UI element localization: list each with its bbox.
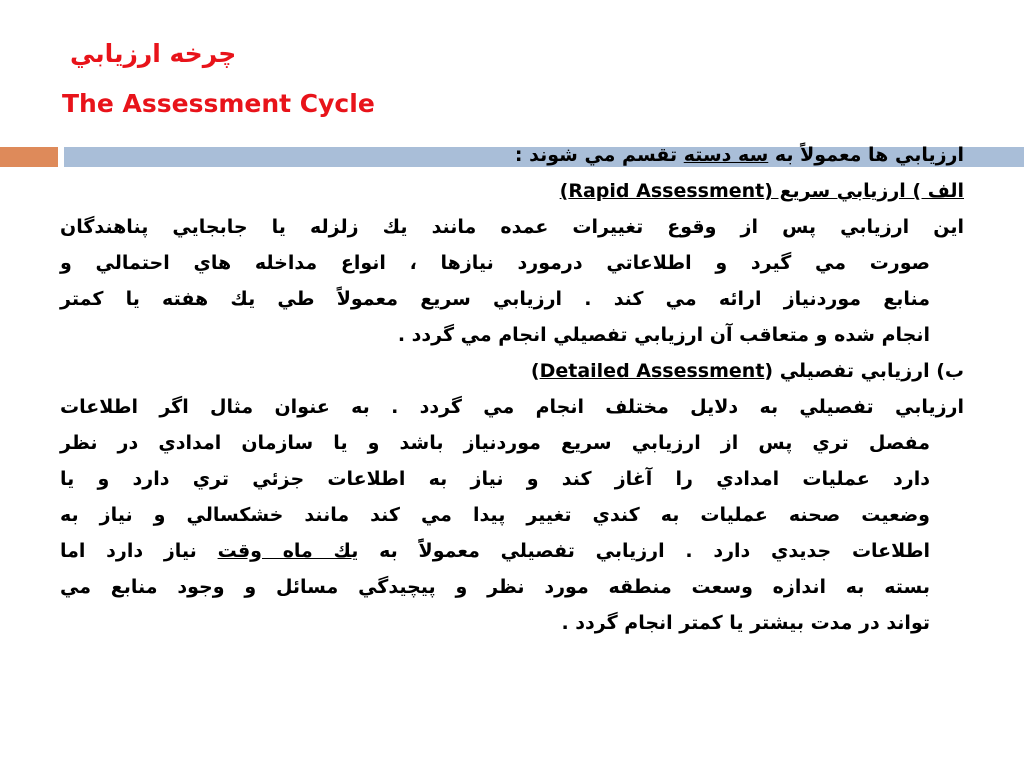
section-b-line-5-a: اطلاعات جديدي دارد . ارزيابي تفصيلي معمولاًً به — [358, 540, 930, 562]
section-b-line-5-b: نياز دارد اما — [60, 540, 218, 562]
section-b-line-4: وضعيت صحنه عمليات به كندي تغيير پيدا مي كند مانند خشكسالي و نياز به — [60, 504, 930, 526]
intro-line — [60, 137, 964, 173]
section-a-heading-term: Rapid Assessment — [568, 180, 765, 202]
intro-text-a: ارزيابي ها معمولاً به — [768, 144, 964, 166]
section-b-line-2: مفصل تري پس از ارزيابي سريع موردنياز باشد و يا سازمان امدادي در نظر — [60, 432, 930, 454]
section-b-line-7: تواند در مدت بيشتر يا كمتر انجام گردد . — [561, 612, 930, 634]
intro-text-b: تقسم مي شوند : — [514, 144, 684, 166]
slide-body — [60, 137, 964, 641]
section-b-line-5-underlined: يك ماه وقت — [217, 540, 359, 562]
section-a-heading-prefix: الف ) ارزيابي سريع ( — [764, 180, 964, 202]
slide-title-english: The Assessment Cycle — [62, 89, 375, 118]
intro-underlined: سه دسته — [683, 144, 769, 166]
section-a-line-3: منابع موردنياز ارائه مي كند . ارزيابي سريع معمولاً طي يك هفته يا كمتر — [60, 288, 930, 310]
section-b-line-6: بسته به اندازه وسعت منطقه مورد نظر و پيچيدگي مسائل و وجود منابع مي — [60, 576, 930, 598]
accent-bar-orange — [0, 147, 58, 167]
section-b-line-1: ارزيابي تفصيلي به دلايل مختلف انجام مي گردد . به عنوان مثال اگر اطلاعات — [60, 396, 964, 418]
section-b-heading-suffix: ) — [530, 360, 540, 382]
section-b-heading-prefix: ب) ارزيابي تفصيلي ( — [764, 360, 964, 382]
section-b-line-5 — [60, 533, 964, 569]
section-a-line-1: اين ارزيابي پس از وقوع تغييرات عمده مانند يك زلزله يا جابجايي پناهندگان — [60, 216, 964, 238]
section-a-heading-suffix: ) — [559, 180, 569, 202]
section-b-line-3: دارد عمليات امدادي را آغاز كند و نياز به اطلاعات جزئي تري دارد و يا — [60, 468, 930, 490]
section-b-heading-term: Detailed Assessment — [539, 360, 765, 382]
slide-title-persian: چرخه ارزيابي — [70, 39, 237, 68]
section-a-line-4: انجام شده و متعاقب آن ارزيابي تفصيلي انجام مي گردد . — [397, 324, 930, 346]
section-a-line-2: صورت مي گيرد و اطلاعاتي درمورد نيازها ، انواع مداخله هاي احتمالي و — [60, 252, 930, 274]
section-a-heading — [60, 173, 964, 209]
section-b-heading — [60, 353, 964, 389]
